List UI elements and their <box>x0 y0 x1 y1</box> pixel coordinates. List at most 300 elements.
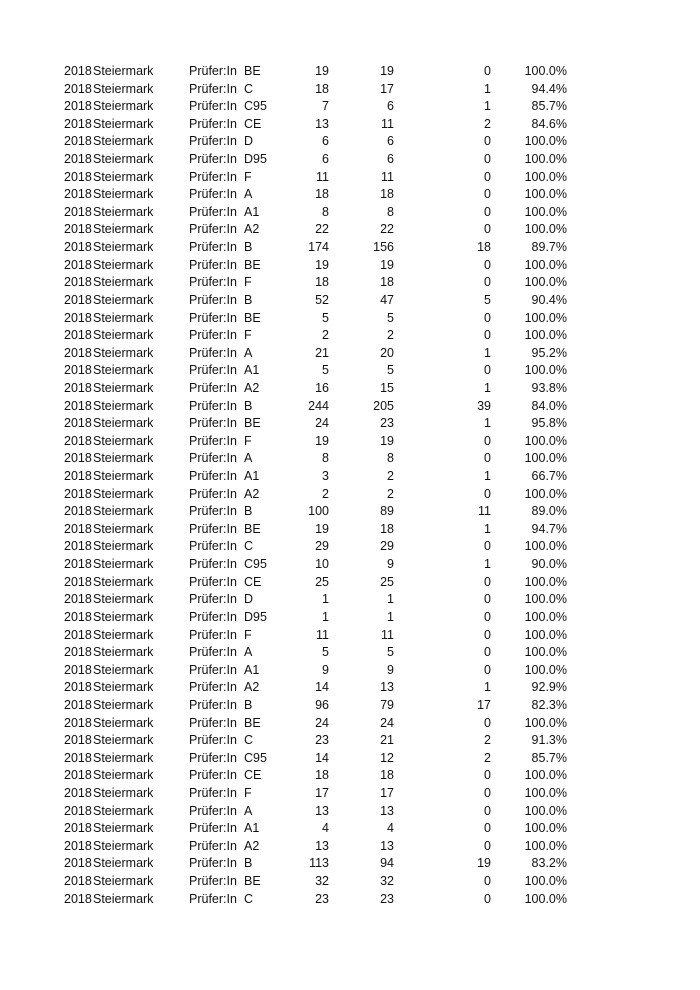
license-class-cell: F <box>244 627 252 642</box>
total-count-cell: 10 <box>315 557 329 572</box>
license-class-cell: A2 <box>244 680 260 695</box>
passed-count-cell: 4 <box>387 821 394 836</box>
region-cell: Steiermark <box>93 785 154 800</box>
table-row <box>0 468 700 486</box>
role-cell: Prüfer:In <box>189 662 237 677</box>
region-cell: Steiermark <box>93 539 154 554</box>
pass-rate-cell: 90.0% <box>531 557 567 572</box>
passed-count-cell: 47 <box>380 292 394 307</box>
passed-count-cell: 5 <box>387 645 394 660</box>
total-count-cell: 19 <box>315 64 329 78</box>
pass-rate-cell: 100.0% <box>524 328 567 343</box>
failed-count-cell: 1 <box>484 81 491 96</box>
total-count-cell: 7 <box>322 99 329 114</box>
role-cell: Prüfer:In <box>189 785 237 800</box>
role-cell: Prüfer:In <box>189 838 237 853</box>
region-cell: Steiermark <box>93 398 154 413</box>
pass-rate-cell: 100.0% <box>524 451 567 466</box>
year-cell: 2018 <box>64 662 92 677</box>
failed-count-cell: 0 <box>484 609 491 624</box>
license-class-cell: A2 <box>244 380 260 395</box>
passed-count-cell: 11 <box>381 627 394 642</box>
passed-count-cell: 6 <box>387 99 394 114</box>
table-row <box>0 186 700 204</box>
role-cell: Prüfer:In <box>189 469 237 484</box>
pass-rate-cell: 100.0% <box>524 539 567 554</box>
pass-rate-cell: 100.0% <box>524 204 567 219</box>
failed-count-cell: 1 <box>484 469 491 484</box>
year-cell: 2018 <box>64 257 92 272</box>
region-cell: Steiermark <box>93 116 154 131</box>
total-count-cell: 32 <box>315 874 329 889</box>
passed-count-cell: 24 <box>380 715 394 730</box>
role-cell: Prüfer:In <box>189 380 237 395</box>
passed-count-cell: 79 <box>380 697 394 712</box>
pass-rate-cell: 93.8% <box>531 380 567 395</box>
passed-count-cell: 205 <box>373 398 394 413</box>
license-class-cell: B <box>244 398 253 413</box>
role-cell: Prüfer:In <box>189 451 237 466</box>
total-count-cell: 19 <box>315 433 329 448</box>
passed-count-cell: 19 <box>380 257 394 272</box>
role-cell: Prüfer:In <box>189 821 237 836</box>
total-count-cell: 23 <box>315 891 329 906</box>
failed-count-cell: 17 <box>477 697 491 712</box>
failed-count-cell: 0 <box>484 152 491 167</box>
role-cell: Prüfer:In <box>189 627 237 642</box>
total-count-cell: 8 <box>322 204 329 219</box>
failed-count-cell: 0 <box>484 891 491 906</box>
failed-count-cell: 1 <box>484 380 491 395</box>
failed-count-cell: 19 <box>477 856 491 871</box>
total-count-cell: 52 <box>315 292 329 307</box>
passed-count-cell: 20 <box>380 345 394 360</box>
failed-count-cell: 0 <box>484 275 491 290</box>
total-count-cell: 113 <box>309 856 329 871</box>
role-cell: Prüfer:In <box>189 134 237 149</box>
license-class-cell: A <box>244 451 253 466</box>
pass-rate-cell: 100.0% <box>524 433 567 448</box>
passed-count-cell: 1 <box>387 592 394 607</box>
total-count-cell: 13 <box>315 116 329 131</box>
pass-rate-cell: 100.0% <box>524 785 567 800</box>
license-class-cell: A1 <box>244 204 260 219</box>
failed-count-cell: 0 <box>484 257 491 272</box>
pass-rate-cell: 100.0% <box>524 838 567 853</box>
total-count-cell: 9 <box>322 662 329 677</box>
total-count-cell: 14 <box>315 750 329 765</box>
license-class-cell: CE <box>244 116 262 131</box>
year-cell: 2018 <box>64 169 92 184</box>
region-cell: Steiermark <box>93 627 154 642</box>
table-row <box>0 239 700 257</box>
table-row <box>0 274 700 292</box>
table-row <box>0 63 700 81</box>
pass-rate-cell: 95.8% <box>531 416 567 431</box>
failed-count-cell: 1 <box>484 521 491 536</box>
role-cell: Prüfer:In <box>189 733 237 748</box>
license-class-cell: C <box>244 81 254 96</box>
total-count-cell: 3 <box>322 469 329 484</box>
pass-rate-cell: 82.3% <box>531 697 567 712</box>
license-class-cell: BE <box>244 874 261 889</box>
license-class-cell: C <box>244 733 254 748</box>
license-class-cell: BE <box>244 521 261 536</box>
region-cell: Steiermark <box>93 363 154 378</box>
year-cell: 2018 <box>64 187 92 202</box>
region-cell: Steiermark <box>93 557 154 572</box>
failed-count-cell: 0 <box>484 134 491 149</box>
table-row <box>0 116 700 134</box>
failed-count-cell: 2 <box>484 116 491 131</box>
role-cell: Prüfer:In <box>189 328 237 343</box>
license-class-cell: D <box>244 134 254 149</box>
failed-count-cell: 2 <box>484 750 491 765</box>
year-cell: 2018 <box>64 451 92 466</box>
table-row <box>0 521 700 539</box>
passed-count-cell: 32 <box>380 874 394 889</box>
license-class-cell: A <box>244 345 253 360</box>
pass-rate-cell: 100.0% <box>524 187 567 202</box>
license-class-cell: A1 <box>244 821 260 836</box>
license-class-cell: A2 <box>244 486 260 501</box>
failed-count-cell: 39 <box>477 398 491 413</box>
role-cell: Prüfer:In <box>189 99 237 114</box>
year-cell: 2018 <box>64 645 92 660</box>
region-cell: Steiermark <box>93 275 154 290</box>
year-cell: 2018 <box>64 715 92 730</box>
failed-count-cell: 11 <box>478 504 491 519</box>
year-cell: 2018 <box>64 504 92 519</box>
year-cell: 2018 <box>64 204 92 219</box>
license-class-cell: B <box>244 292 253 307</box>
role-cell: Prüfer:In <box>189 486 237 501</box>
license-class-cell: B <box>244 240 253 255</box>
pass-rate-cell: 100.0% <box>524 574 567 589</box>
passed-count-cell: 5 <box>387 310 394 325</box>
region-cell: Steiermark <box>93 750 154 765</box>
table-row <box>0 151 700 169</box>
pass-rate-cell: 95.2% <box>531 345 567 360</box>
failed-count-cell: 0 <box>484 539 491 554</box>
region-cell: Steiermark <box>93 204 154 219</box>
region-cell: Steiermark <box>93 891 154 906</box>
passed-count-cell: 2 <box>387 469 394 484</box>
passed-count-cell: 19 <box>380 433 394 448</box>
license-class-cell: F <box>244 785 252 800</box>
role-cell: Prüfer:In <box>189 592 237 607</box>
pass-rate-cell: 100.0% <box>524 803 567 818</box>
pass-rate-cell: 83.2% <box>531 856 567 871</box>
failed-count-cell: 1 <box>484 557 491 572</box>
failed-count-cell: 18 <box>477 240 491 255</box>
table-row <box>0 732 700 750</box>
total-count-cell: 5 <box>322 645 329 660</box>
table-row <box>0 503 700 521</box>
table-row <box>0 257 700 275</box>
total-count-cell: 5 <box>322 363 329 378</box>
table-row <box>0 750 700 768</box>
role-cell: Prüfer:In <box>189 416 237 431</box>
region-cell: Steiermark <box>93 803 154 818</box>
failed-count-cell: 0 <box>484 715 491 730</box>
license-class-cell: D <box>244 592 254 607</box>
total-count-cell: 96 <box>315 697 329 712</box>
total-count-cell: 1 <box>322 609 329 624</box>
total-count-cell: 24 <box>315 416 329 431</box>
year-cell: 2018 <box>64 838 92 853</box>
region-cell: Steiermark <box>93 469 154 484</box>
total-count-cell: 18 <box>315 187 329 202</box>
role-cell: Prüfer:In <box>189 768 237 783</box>
pass-rate-cell: 94.7% <box>531 521 567 536</box>
region-cell: Steiermark <box>93 697 154 712</box>
license-class-cell: BE <box>244 715 261 730</box>
total-count-cell: 11 <box>316 169 329 184</box>
year-cell: 2018 <box>64 891 92 906</box>
passed-count-cell: 15 <box>380 380 394 395</box>
year-cell: 2018 <box>64 680 92 695</box>
year-cell: 2018 <box>64 222 92 237</box>
region-cell: Steiermark <box>93 169 154 184</box>
license-class-cell: CE <box>244 768 262 783</box>
year-cell: 2018 <box>64 292 92 307</box>
total-count-cell: 29 <box>315 539 329 554</box>
passed-count-cell: 11 <box>381 169 394 184</box>
table-row <box>0 785 700 803</box>
license-class-cell: C <box>244 891 254 906</box>
table-row <box>0 169 700 187</box>
year-cell: 2018 <box>64 310 92 325</box>
pass-rate-cell: 100.0% <box>524 874 567 889</box>
total-count-cell: 17 <box>315 785 329 800</box>
passed-count-cell: 23 <box>380 416 394 431</box>
license-class-cell: F <box>244 275 252 290</box>
table-row <box>0 820 700 838</box>
failed-count-cell: 0 <box>484 592 491 607</box>
license-class-cell: F <box>244 169 252 184</box>
year-cell: 2018 <box>64 592 92 607</box>
passed-count-cell: 9 <box>387 557 394 572</box>
region-cell: Steiermark <box>93 380 154 395</box>
year-cell: 2018 <box>64 627 92 642</box>
failed-count-cell: 0 <box>484 874 491 889</box>
table-row <box>0 556 700 574</box>
total-count-cell: 2 <box>322 486 329 501</box>
region-cell: Steiermark <box>93 821 154 836</box>
role-cell: Prüfer:In <box>189 292 237 307</box>
passed-count-cell: 12 <box>380 750 394 765</box>
total-count-cell: 174 <box>308 240 329 255</box>
license-class-cell: A1 <box>244 662 260 677</box>
table-row <box>0 292 700 310</box>
total-count-cell: 13 <box>315 838 329 853</box>
role-cell: Prüfer:In <box>189 81 237 96</box>
pass-rate-cell: 84.6% <box>531 116 567 131</box>
license-class-cell: B <box>244 504 253 519</box>
pass-rate-cell: 89.0% <box>531 504 567 519</box>
region-cell: Steiermark <box>93 328 154 343</box>
pass-rate-cell: 85.7% <box>531 750 567 765</box>
year-cell: 2018 <box>64 785 92 800</box>
role-cell: Prüfer:In <box>189 345 237 360</box>
passed-count-cell: 25 <box>380 574 394 589</box>
total-count-cell: 19 <box>315 257 329 272</box>
license-class-cell: B <box>244 856 253 871</box>
pass-rate-cell: 92.9% <box>531 680 567 695</box>
passed-count-cell: 17 <box>380 81 394 96</box>
passed-count-cell: 156 <box>373 240 394 255</box>
region-cell: Steiermark <box>93 134 154 149</box>
role-cell: Prüfer:In <box>189 257 237 272</box>
year-cell: 2018 <box>64 328 92 343</box>
total-count-cell: 18 <box>315 81 329 96</box>
year-cell: 2018 <box>64 116 92 131</box>
failed-count-cell: 1 <box>484 99 491 114</box>
year-cell: 2018 <box>64 416 92 431</box>
passed-count-cell: 19 <box>380 64 394 78</box>
region-cell: Steiermark <box>93 574 154 589</box>
role-cell: Prüfer:In <box>189 204 237 219</box>
passed-count-cell: 23 <box>380 891 394 906</box>
role-cell: Prüfer:In <box>189 750 237 765</box>
total-count-cell: 6 <box>322 152 329 167</box>
passed-count-cell: 11 <box>381 116 394 131</box>
failed-count-cell: 0 <box>484 169 491 184</box>
failed-count-cell: 0 <box>484 363 491 378</box>
passed-count-cell: 8 <box>387 204 394 219</box>
table-row <box>0 855 700 873</box>
role-cell: Prüfer:In <box>189 169 237 184</box>
total-count-cell: 18 <box>315 768 329 783</box>
failed-count-cell: 0 <box>484 803 491 818</box>
region-cell: Steiermark <box>93 504 154 519</box>
year-cell: 2018 <box>64 363 92 378</box>
table-row <box>0 362 700 380</box>
pass-rate-cell: 90.4% <box>531 292 567 307</box>
license-class-cell: F <box>244 433 252 448</box>
region-cell: Steiermark <box>93 310 154 325</box>
table-row <box>0 873 700 891</box>
year-cell: 2018 <box>64 803 92 818</box>
region-cell: Steiermark <box>93 345 154 360</box>
role-cell: Prüfer:In <box>189 116 237 131</box>
table-row <box>0 486 700 504</box>
role-cell: Prüfer:In <box>189 433 237 448</box>
license-class-cell: A <box>244 645 253 660</box>
total-count-cell: 1 <box>322 592 329 607</box>
pass-rate-cell: 100.0% <box>524 363 567 378</box>
pass-rate-cell: 94.4% <box>531 81 567 96</box>
license-class-cell: CE <box>244 574 262 589</box>
year-cell: 2018 <box>64 275 92 290</box>
table-row <box>0 81 700 99</box>
role-cell: Prüfer:In <box>189 697 237 712</box>
role-cell: Prüfer:In <box>189 856 237 871</box>
role-cell: Prüfer:In <box>189 521 237 536</box>
passed-count-cell: 18 <box>380 275 394 290</box>
license-class-cell: D95 <box>244 152 267 167</box>
passed-count-cell: 17 <box>380 785 394 800</box>
year-cell: 2018 <box>64 874 92 889</box>
table-row <box>0 327 700 345</box>
license-class-cell: D95 <box>244 609 267 624</box>
year-cell: 2018 <box>64 750 92 765</box>
region-cell: Steiermark <box>93 416 154 431</box>
license-class-cell: C95 <box>244 750 267 765</box>
role-cell: Prüfer:In <box>189 275 237 290</box>
role-cell: Prüfer:In <box>189 539 237 554</box>
total-count-cell: 21 <box>315 345 329 360</box>
region-cell: Steiermark <box>93 662 154 677</box>
role-cell: Prüfer:In <box>189 645 237 660</box>
passed-count-cell: 6 <box>387 152 394 167</box>
pass-rate-cell: 100.0% <box>524 662 567 677</box>
role-cell: Prüfer:In <box>189 715 237 730</box>
table-row <box>0 838 700 856</box>
license-class-cell: A2 <box>244 838 260 853</box>
failed-count-cell: 2 <box>484 733 491 748</box>
table-row <box>0 98 700 116</box>
total-count-cell: 5 <box>322 310 329 325</box>
pass-rate-cell: 100.0% <box>524 768 567 783</box>
region-cell: Steiermark <box>93 856 154 871</box>
failed-count-cell: 1 <box>484 416 491 431</box>
total-count-cell: 2 <box>322 328 329 343</box>
year-cell: 2018 <box>64 99 92 114</box>
region-cell: Steiermark <box>93 733 154 748</box>
table-row <box>0 345 700 363</box>
role-cell: Prüfer:In <box>189 557 237 572</box>
table-row <box>0 627 700 645</box>
failed-count-cell: 0 <box>484 486 491 501</box>
table-row <box>0 538 700 556</box>
role-cell: Prüfer:In <box>189 152 237 167</box>
year-cell: 2018 <box>64 469 92 484</box>
passed-count-cell: 29 <box>380 539 394 554</box>
license-class-cell: A <box>244 187 253 202</box>
region-cell: Steiermark <box>93 64 154 78</box>
pass-rate-cell: 100.0% <box>524 486 567 501</box>
year-cell: 2018 <box>64 733 92 748</box>
failed-count-cell: 0 <box>484 328 491 343</box>
year-cell: 2018 <box>64 134 92 149</box>
table-row <box>0 609 700 627</box>
failed-count-cell: 0 <box>484 785 491 800</box>
passed-count-cell: 18 <box>380 768 394 783</box>
year-cell: 2018 <box>64 768 92 783</box>
failed-count-cell: 5 <box>484 292 491 307</box>
role-cell: Prüfer:In <box>189 680 237 695</box>
table-row <box>0 415 700 433</box>
passed-count-cell: 13 <box>380 803 394 818</box>
total-count-cell: 244 <box>308 398 329 413</box>
year-cell: 2018 <box>64 539 92 554</box>
role-cell: Prüfer:In <box>189 222 237 237</box>
pass-rate-cell: 91.3% <box>531 733 567 748</box>
failed-count-cell: 0 <box>484 187 491 202</box>
region-cell: Steiermark <box>93 292 154 307</box>
region-cell: Steiermark <box>93 222 154 237</box>
pass-rate-cell: 100.0% <box>524 592 567 607</box>
passed-count-cell: 13 <box>380 680 394 695</box>
failed-count-cell: 0 <box>484 64 491 78</box>
region-cell: Steiermark <box>93 486 154 501</box>
year-cell: 2018 <box>64 609 92 624</box>
table-row <box>0 803 700 821</box>
role-cell: Prüfer:In <box>189 64 237 78</box>
total-count-cell: 16 <box>315 380 329 395</box>
